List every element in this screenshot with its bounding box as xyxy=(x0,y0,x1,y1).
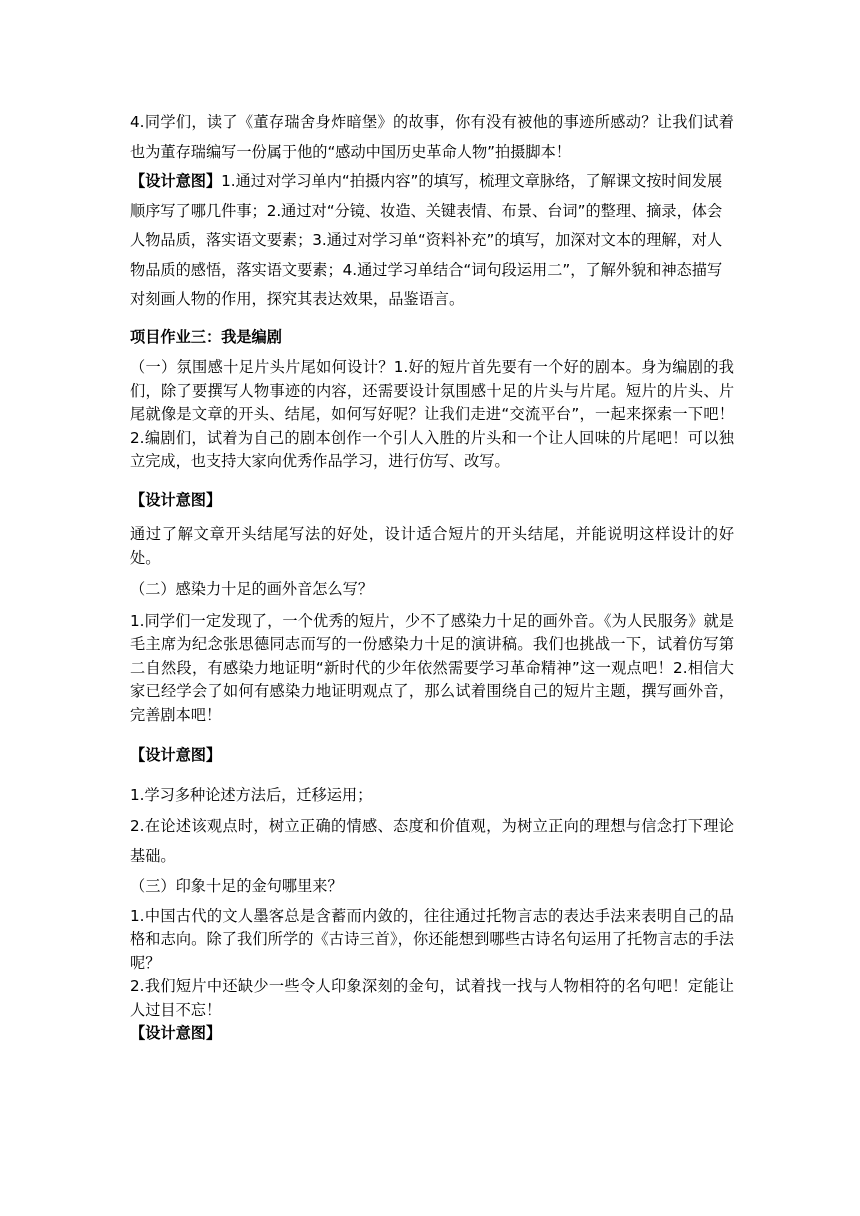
section-1-paragraph: （一）氛围感十足片头片尾如何设计？1.好的短片首先要有一个好的剧本。身为编剧的我们，除了要撰写人物事迹的内容，还需要设计氛围感十足的片头与片尾。短片的片头、片尾就像是文章的开头、结尾，如何写好呢？让我们走进“交流平台”，一起来探索一下吧！2.编剧们，试着为自己的剧本创作一个引人入胜的片头和一个让人回味的片尾吧！可以独立完成，也支持大家向优秀作品学习，进行仿写、改写。 xyxy=(130,358,734,470)
document-page xyxy=(130,108,734,1046)
design-intent-text-2: 通过了解文章开头结尾写法的好处，设计适合短片的开头结尾，并能说明这样设计的好处。 xyxy=(130,525,734,567)
design-intent-heading: 【设计意图】 xyxy=(130,172,222,190)
design-intent-text: 1.通过对学习单内“拍摄内容”的填写，梳理文章脉络，了解课文按时间发展顺序写了哪几件事；2.通过对“分镜、妆造、关键表情、布景、台词”的整理、摘录，体会人物品质，落实语文要素；3.通过对学习单“资料补充”的填写，加深对文本的理解，对人物品质的感悟，落实语文要素；4.通过学习单结合“词句段运用二”，了解外貌和神态描写对刻画人物的作用，探究其表达效果，品鉴语言。 xyxy=(130,172,723,308)
design-intent-heading-2: 【设计意图】 xyxy=(130,490,222,509)
project-3-title: 项目作业三：我是编剧 xyxy=(130,327,282,346)
section-3-item-1: 1.中国古代的文人墨客总是含蓄而内敛的，往往通过托物言志的表达手法来表明自己的品格和志向。除了我们所学的《古诗三首》，你还能想到哪些古诗名句运用了托物言志的手法呢？ xyxy=(130,906,734,972)
task-4-paragraph: 4.同学们，读了《董存瑞舍身炸暗堡》的故事，你有没有被他的事迹所感动？让我们试着也为董存瑞编写一份属于他的“感动中国历史革命人物”拍摄脚本！ xyxy=(130,113,734,161)
section-2-paragraph: 1.同学们一定发现了，一个优秀的短片，少不了感染力十足的画外音。《为人民服务》就是毛主席为纪念张思德同志而写的一份感染力十足的演讲稿。我们也挑战一下，试着仿写第二自然段，有感染力地证明“新时代的少年依然需要学习革命精神”这一观点吧！2.相信大家已经学会了如何有感染力地证明观点了，那么试着围绕自己的短片主题，撰写画外音，完善剧本吧！ xyxy=(130,611,734,724)
design-intent-item-2: 2.在论述该观点时，树立正确的情感、态度和价值观，为树立正向的理想与信念打下理论基础。 xyxy=(130,817,734,865)
section-3-title: （三）印象十足的金句哪里来？ xyxy=(130,877,343,895)
design-intent-heading-4: 【设计意图】 xyxy=(130,1024,222,1042)
design-intent-heading-3: 【设计意图】 xyxy=(130,746,222,764)
section-2-title: （二）感染力十足的画外音怎么写？ xyxy=(130,580,373,598)
design-intent-item-1: 1.学习多种论述方法后，迁移运用； xyxy=(130,785,373,804)
section-3-item-2: 2.我们短片中还缺少一些令人印象深刻的金句，试着找一找与人物相符的名句吧！定能让人过目不忘！ xyxy=(130,977,734,1019)
